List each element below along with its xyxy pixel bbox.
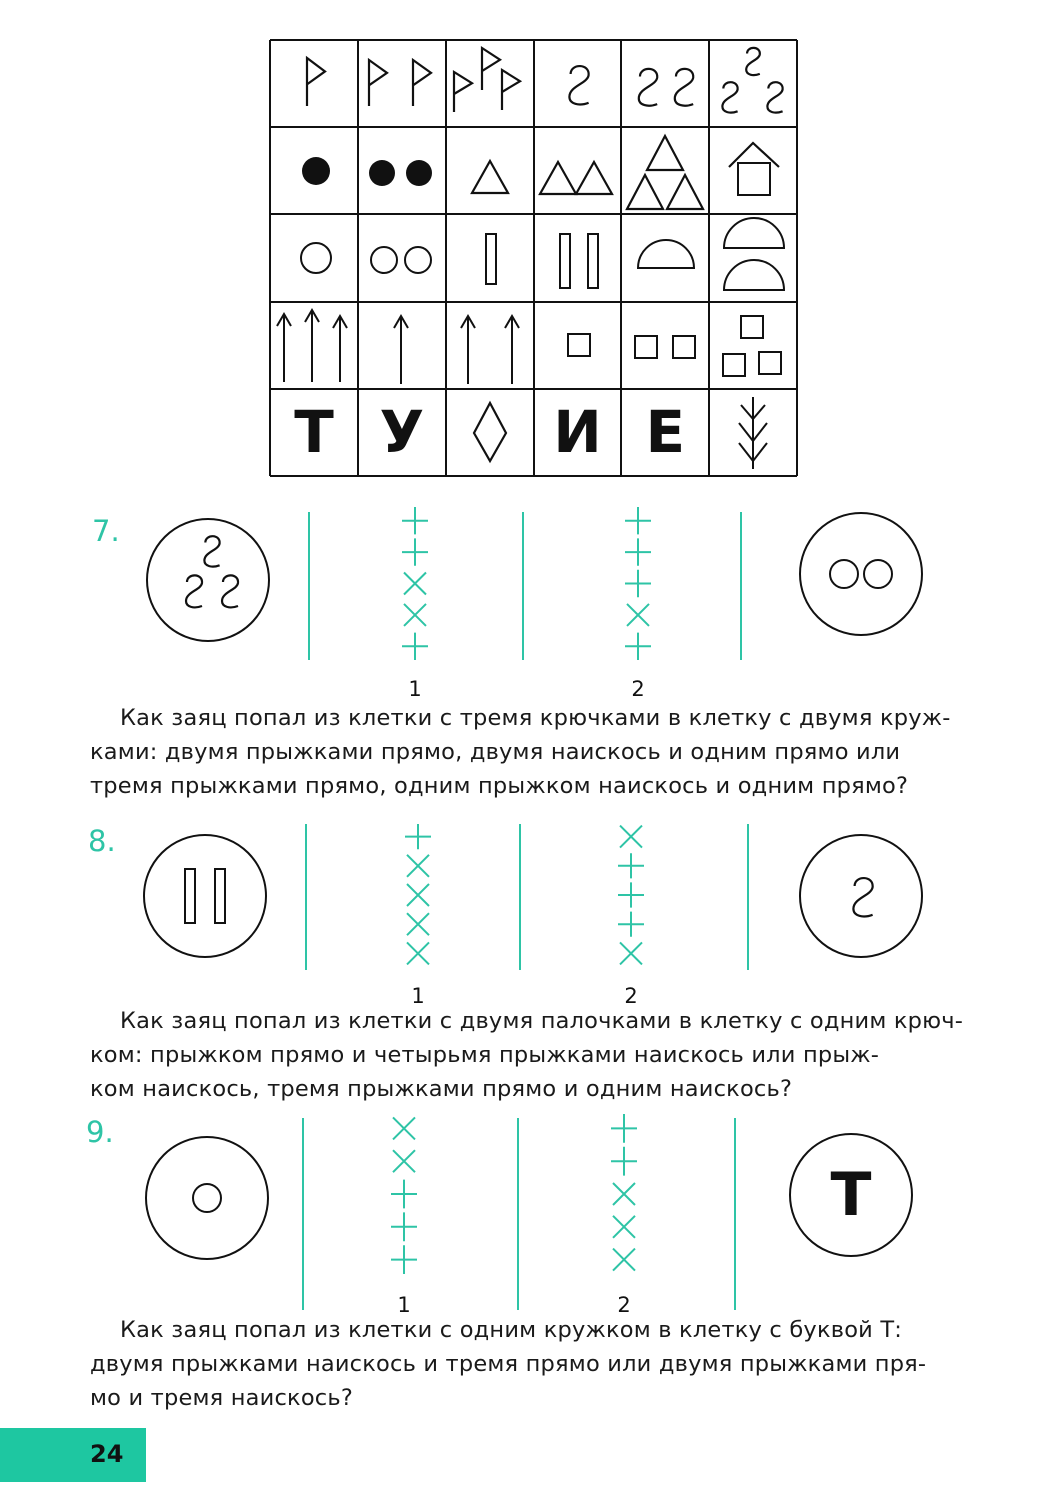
- jump-path-2: [611, 1114, 637, 1271]
- exercise-text: [90, 701, 970, 803]
- exercise-number: 8.: [88, 824, 116, 858]
- grid-cell-diamond: [446, 389, 534, 476]
- exercise-number: 9.: [86, 1115, 114, 1149]
- dot-2-icon: [358, 127, 446, 214]
- hook-2-icon: [358, 40, 446, 127]
- end-cell-circle: [800, 835, 922, 957]
- text-line: ком наискось, тремя прыжками прямо и одним наискось?: [90, 1076, 793, 1102]
- jump-path-2: [625, 507, 651, 660]
- path-label-2: 2: [617, 1293, 631, 1317]
- grid-cell-hook-1: [270, 40, 358, 127]
- grid-cell-half-disc-1: [621, 214, 709, 301]
- grid-letter: У: [379, 397, 425, 466]
- end-cell-letter: Т: [830, 1160, 872, 1230]
- grid-cell-s-hook-1: [534, 40, 622, 127]
- jump-path-1: [405, 824, 431, 964]
- text-line: мо и тремя наискось?: [90, 1385, 353, 1411]
- grid-cell-letter-t: [270, 389, 358, 476]
- grid-cell-triangle-3: [621, 127, 709, 214]
- jump-path-1: [402, 507, 428, 660]
- grid-cell-letter-u: [358, 389, 446, 476]
- grid-cell-arrow-1: [358, 302, 446, 389]
- grid-letter: Е: [645, 397, 686, 466]
- grid-cell-ring-1: [270, 214, 358, 301]
- grid-letter: Т: [294, 397, 334, 466]
- exercise-text: [90, 1004, 970, 1106]
- grid-line: [270, 301, 797, 303]
- grid-cell-square-1: [534, 302, 622, 389]
- branch-icon: [709, 389, 797, 476]
- grid-cell-triangle-1: [446, 127, 534, 214]
- text-line: тремя прыжками прямо, одним прыжком наискось и одним прямо?: [90, 773, 909, 799]
- grid-cell-letter-e: [621, 389, 709, 476]
- grid-cell-arrow-3: [270, 302, 358, 389]
- grid-line: [270, 39, 797, 41]
- grid-line: [708, 40, 710, 476]
- grid-line: [620, 40, 622, 476]
- grid-cell-ring-2: [358, 214, 446, 301]
- text-line: Как заяц попал из клетки с тремя крючками в клетку с двумя круж-: [120, 705, 951, 731]
- grid-line: [270, 213, 797, 215]
- exercise-number: 7.: [92, 514, 120, 548]
- arrow-2-icon: [446, 302, 534, 389]
- grid-letter: И: [553, 397, 602, 466]
- s-hook-3-icon: [709, 40, 797, 127]
- grid-cell-arrow-2: [446, 302, 534, 389]
- grid-line: [445, 40, 447, 476]
- text-line: ками: двумя прыжками прямо, двумя наискось и одним прямо или: [90, 739, 901, 765]
- grid-line: [357, 40, 359, 476]
- half-disc-2-icon: [709, 214, 797, 301]
- half-disc-1-icon: [621, 214, 709, 301]
- text-line: Как заяц попал из клетки с двумя палочками в клетку с одним крюч-: [120, 1008, 964, 1034]
- grid-cell-house: [709, 127, 797, 214]
- start-cell-circle: [147, 519, 269, 641]
- grid-line: [270, 388, 797, 390]
- path-label-2: 2: [631, 677, 645, 701]
- dot-1-icon: [270, 127, 358, 214]
- page-number: 24: [90, 1440, 124, 1468]
- jump-path-2: [618, 826, 644, 965]
- ring-2-icon: [358, 214, 446, 301]
- path-label-1: 1: [411, 984, 425, 1008]
- arrow-3-icon: [270, 302, 358, 389]
- text-line: двумя прыжками наискось и тремя прямо или двумя прыжками пря-: [90, 1351, 927, 1377]
- jump-path-1: [391, 1117, 417, 1274]
- grid-cell-stick-2: [534, 214, 622, 301]
- grid-line: [269, 40, 271, 476]
- path-label-1: 1: [397, 1293, 411, 1317]
- triangle-3-icon: [621, 127, 709, 214]
- text-line: ком: прыжком прямо и четырьмя прыжками наискось или прыж-: [90, 1042, 880, 1068]
- stick-1-icon: [446, 214, 534, 301]
- grid-line: [270, 126, 797, 128]
- triangle-1-icon: [446, 127, 534, 214]
- grid-cell-square-3: [709, 302, 797, 389]
- square-3-icon: [709, 302, 797, 389]
- text-line: Как заяц попал из клетки с одним кружком в клетку с буквой Т:: [120, 1317, 903, 1343]
- grid-cell-half-disc-2: [709, 214, 797, 301]
- grid-line: [533, 40, 535, 476]
- square-1-icon: [534, 302, 622, 389]
- triangle-2-icon: [534, 127, 622, 214]
- grid-cell-hook-3: [446, 40, 534, 127]
- square-2-icon: [621, 302, 709, 389]
- page-number-tab: [0, 1428, 146, 1482]
- end-cell-circle: [800, 513, 922, 635]
- grid-cell-triangle-2: [534, 127, 622, 214]
- grid-cell-letter-i: [534, 389, 622, 476]
- grid-line: [270, 475, 797, 477]
- grid-cell-s-hook-3: [709, 40, 797, 127]
- exercise-text: [90, 1313, 970, 1415]
- start-cell-circle: [144, 835, 266, 957]
- symbol-grid: [270, 40, 797, 476]
- ring-1-icon: [270, 214, 358, 301]
- s-hook-1-icon: [534, 40, 622, 127]
- grid-cell-stick-1: [446, 214, 534, 301]
- hook-1-icon: [270, 40, 358, 127]
- grid-cell-square-2: [621, 302, 709, 389]
- path-label-1: 1: [408, 677, 422, 701]
- grid-cell-branch: [709, 389, 797, 476]
- grid-cell-s-hook-2: [621, 40, 709, 127]
- stick-2-icon: [534, 214, 622, 301]
- grid-cell-dot-1: [270, 127, 358, 214]
- house-icon: [709, 127, 797, 214]
- s-hook-2-icon: [621, 40, 709, 127]
- grid-cell-hook-2: [358, 40, 446, 127]
- grid-cell-dot-2: [358, 127, 446, 214]
- arrow-1-icon: [358, 302, 446, 389]
- hook-3-icon: [446, 40, 534, 127]
- path-label-2: 2: [624, 984, 638, 1008]
- diamond-icon: [446, 389, 534, 476]
- start-cell-circle: [146, 1137, 268, 1259]
- grid-line: [796, 40, 798, 476]
